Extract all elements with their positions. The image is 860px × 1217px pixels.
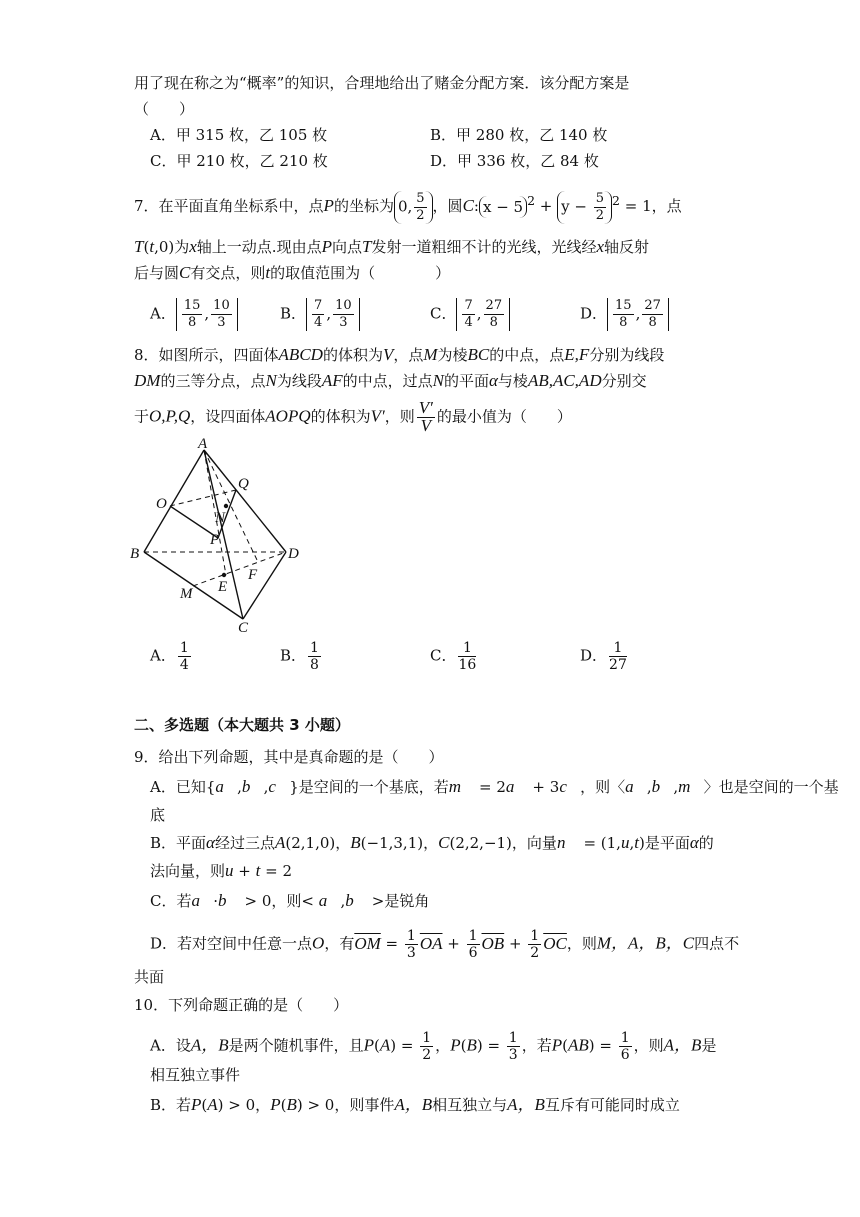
vertex-label-a: A (198, 436, 208, 452)
q10-option-b: B．若P(A) > 0，P(B) > 0，则事件A，B相互独立与A，B互斥有可能同时成立 (150, 1095, 680, 1114)
vertex-label-b: B (130, 546, 140, 562)
vertex-label-q: Q (238, 476, 249, 492)
q9-stem: 9．给出下列命题，其中是真命题的是（ ） (134, 748, 444, 766)
q8-option-b: B． $\frac{1}{8}$ (280, 640, 319, 673)
q6-stem-line: 用了现在称之为“概率”的知识，合理地给出了赌金分配方案．该分配方案是 (134, 74, 630, 92)
tetrahedron-figure (126, 436, 306, 632)
vertex-label-e: E (218, 579, 228, 595)
vertex-label-p: P (210, 532, 220, 548)
q9-option-b-cont: 法向量，则u + t = 2 (150, 861, 293, 880)
q8-option-d: D． $\frac{1}{27}$ (580, 640, 627, 673)
q9-option-c: C．若a⃗·b⃗ > 0，则< a⃗,b⃗ >是锐角 (150, 891, 430, 910)
q9-option-b: B．平面α经过三点A(2,1,0)，B(−1,3,1)，C(2,2,−1)，向量n⃗ = (1,u,t)是平面α的 (150, 833, 714, 852)
q6-option-d: D．甲 336 枚，乙 84 枚 (430, 152, 599, 170)
q8-option-c: C． $\frac{1}{16}$ (430, 640, 477, 673)
vertex-label-m: M (180, 586, 193, 602)
q6-option-b: B．甲 280 枚，乙 140 枚 (430, 126, 608, 144)
q7-line-3: 后与圆C有交点，则t的取值范围为（ ） (134, 263, 451, 282)
q7-line-1: 7．在平面直角坐标系中，点P的坐标为 0, $\frac{5}{2}$ ，圆C: x − 5 $^2$ + y − $\frac{5}{2}$ $^2$ = 1，点 (134, 190, 682, 223)
q8-option-a: A． $\frac{1}{4}$ (150, 640, 189, 673)
point-e-marker (222, 573, 226, 577)
q7-option-a: A． $\frac{15}{8}$ , $\frac{10}{3}$ (150, 298, 238, 331)
q7-option-c: C． $\frac{7}{4}$ , $\frac{27}{8}$ (430, 298, 510, 331)
q10-option-a-cont: 相互独立事件 (150, 1066, 241, 1084)
q7-option-b: B． $\frac{7}{4}$ , $\frac{10}{3}$ (280, 298, 360, 331)
q8-line-3: 于O,P,Q，设四面体AOPQ的体积为V′，则 $\frac{V'}{V}$ 的最小值为（ ） (134, 398, 572, 435)
vertex-label-c: C (238, 620, 249, 632)
vertex-label-o: O (156, 496, 167, 512)
point-p-coordinates: 0, $\frac{5}{2}$ (394, 191, 433, 224)
q6-option-a: A．甲 315 枚，乙 105 枚 (150, 126, 328, 144)
q8-line-1: 8．如图所示，四面体ABCD的体积为V，点M为棱BC的中点，点E,F分别为线段 (134, 345, 665, 364)
q7-option-d: D． $\frac{15}{8}$ , $\frac{27}{8}$ (580, 298, 669, 331)
q7-line-2: T(t,0)为x轴上一动点.现由点P向点T发射一道粗细不计的光线，光线经x轴反射 (134, 237, 650, 256)
q6-option-c: C．甲 210 枚，乙 210 枚 (150, 152, 328, 170)
q9-option-d: D．若对空间中任意一点O，有$\overline{OM}$ = $\frac{1}{3}$ $\overline{OA}$ + $\frac{1}{6}$ $\overline{OB}$ + $\frac{1}{2}$ $\overline{OC}$，则M，A，B，C四点不 (150, 928, 740, 961)
vertex-label-d: D (288, 546, 299, 562)
vertex-label-n: N (215, 510, 226, 526)
q10-stem: 10．下列命题正确的是（ ） (134, 996, 349, 1014)
q8-line-2: DM的三等分点，点N为线段AF的中点，过点N的平面α与棱AB,AC,AD分别交 (134, 371, 647, 390)
vertex-label-f: F (248, 567, 258, 583)
q6-answer-paren: （ ） (134, 100, 195, 118)
q9-option-a: A．已知{a⃗,b⃗,c⃗}是空间的一个基底，若m⃗ = 2a⃗ + 3c⃗，则〈a⃗,b⃗,m⃗〉也是空间的一个基 (150, 777, 839, 796)
q9-option-a-cont: 底 (150, 806, 166, 824)
section-heading-multiple-choice: 二、多选题（本大题共 3 小题） (134, 716, 350, 734)
point-n-marker (224, 504, 228, 508)
q10-option-a: A．设A，B是两个随机事件，且P(A) = $\frac{1}{2}$ ，P(B) = $\frac{1}{3}$ ，若P(AB) = $\frac{1}{6}$ ，则A，B是 (150, 1030, 717, 1063)
q9-option-d-cont: 共面 (134, 968, 165, 986)
